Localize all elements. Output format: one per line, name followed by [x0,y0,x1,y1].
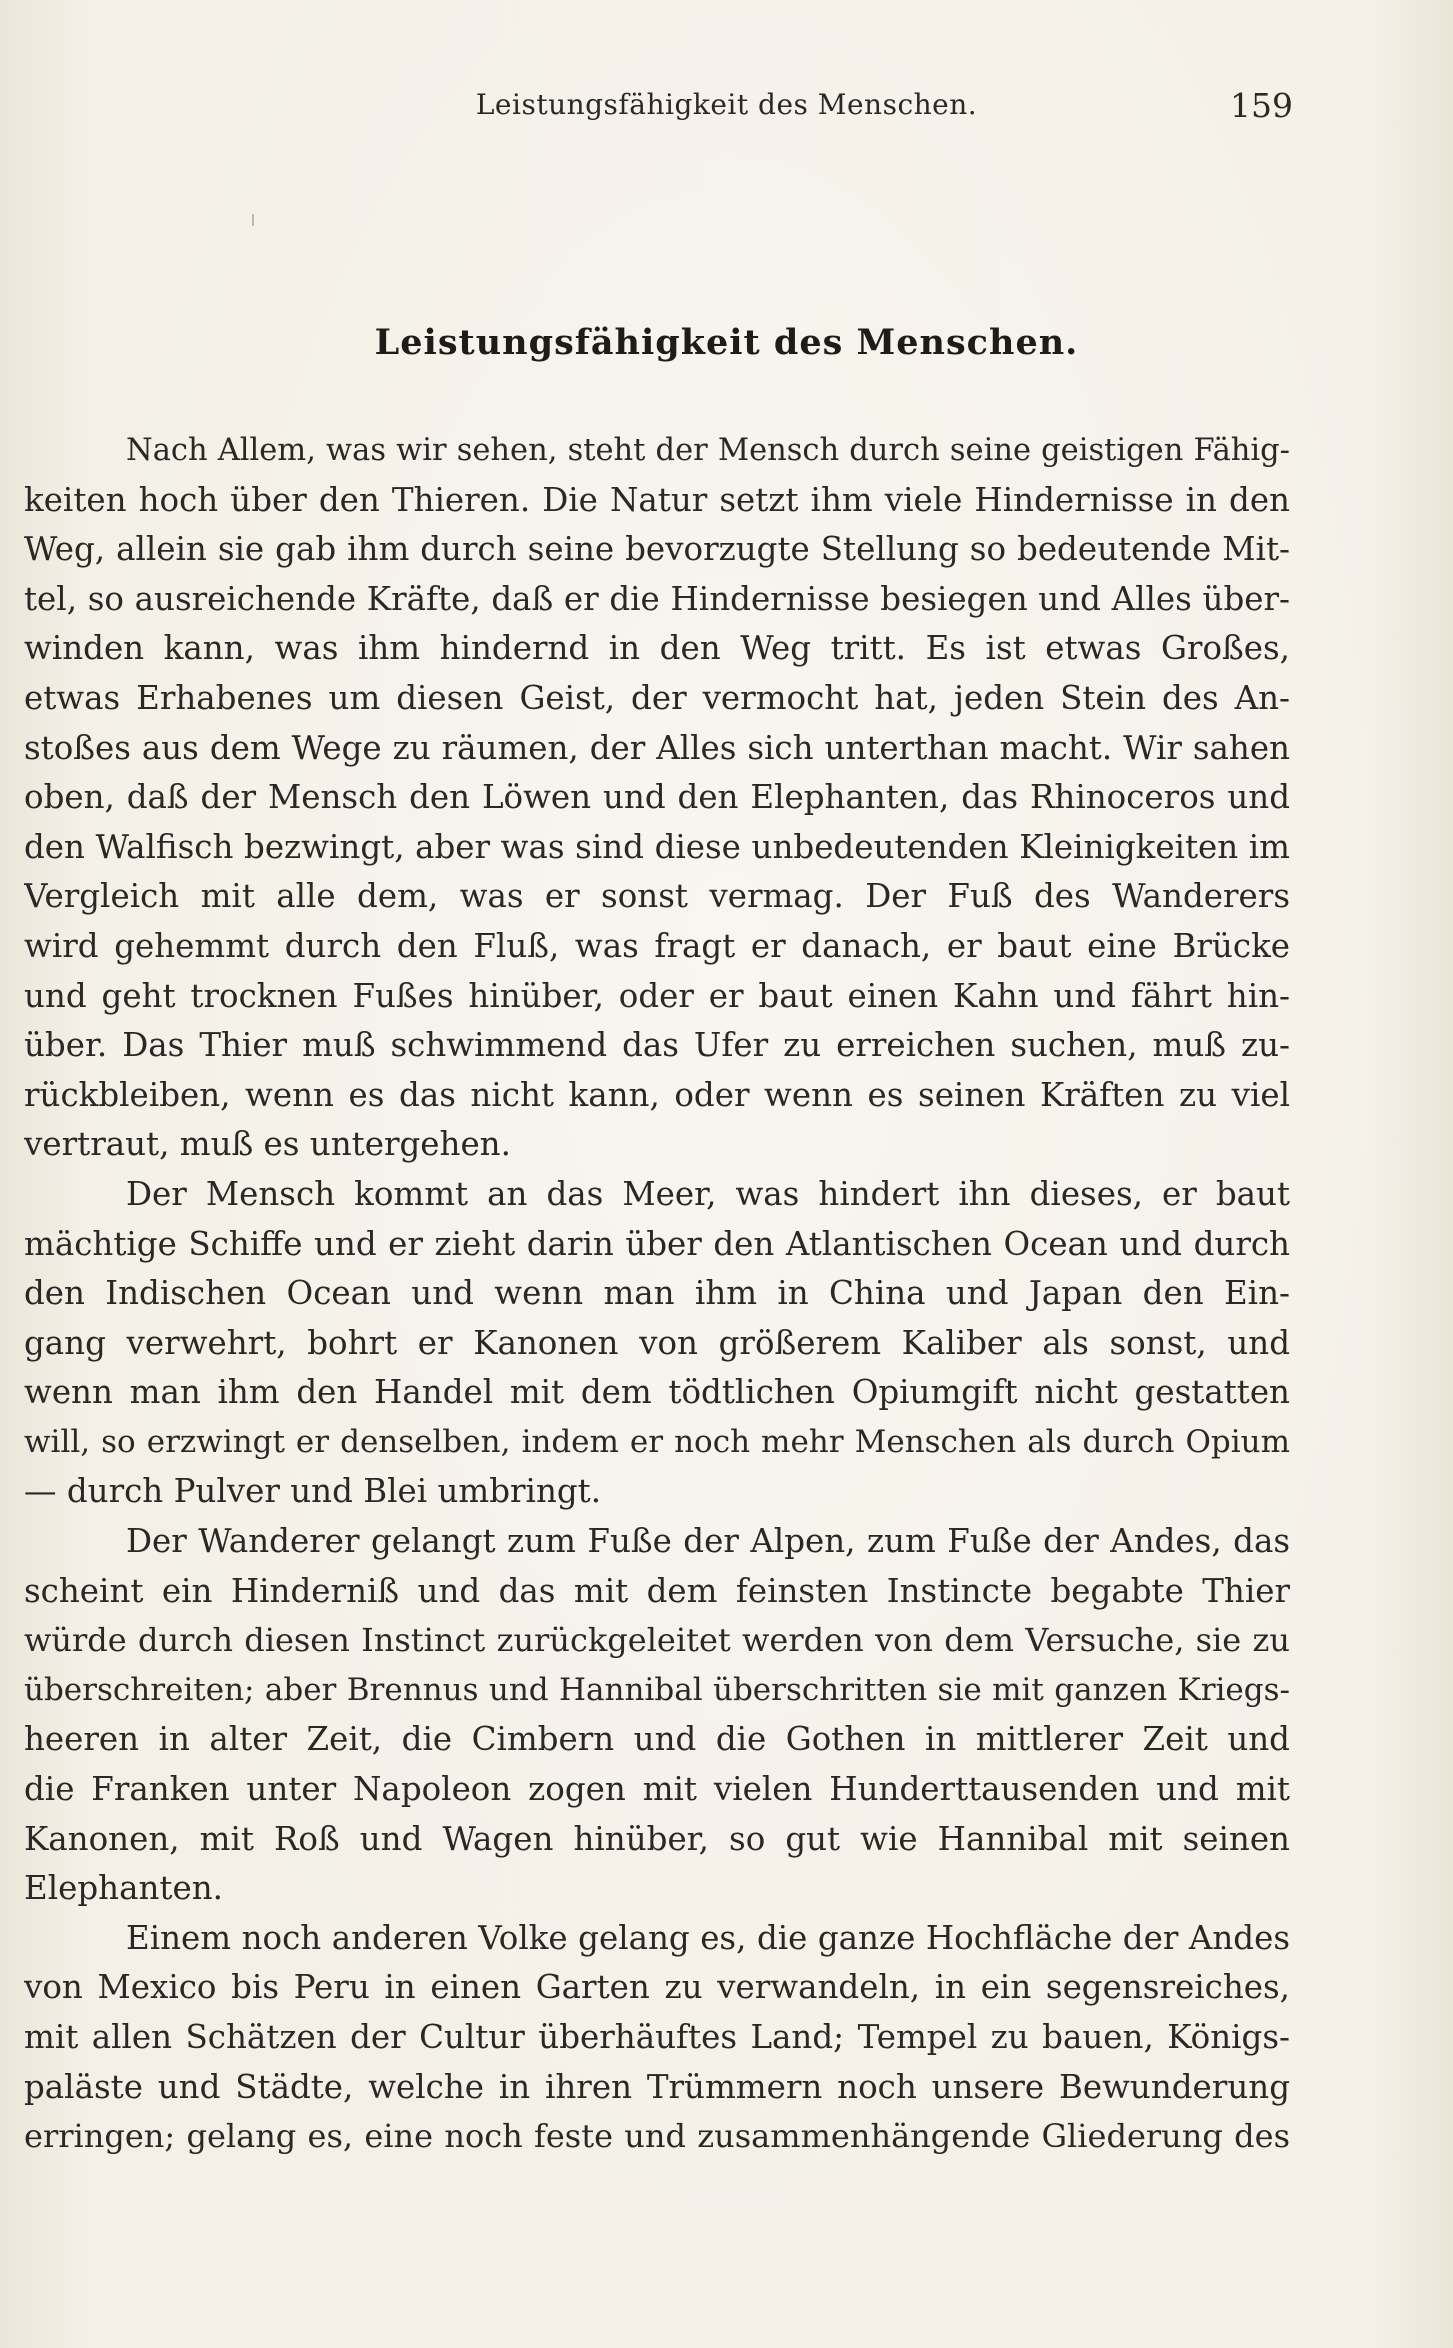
text-line: mit allen Schätzen der Cultur überhäuftes Land; Tempel zu bauen, Königs- [24,2018,1290,2056]
text-line: Vergleich mit alle dem, was er sonst vermag. Der Fuß des Wanderers [24,877,1290,916]
text-line: scheint ein Hinderniß und das mit dem feinsten Instincte begabte Thier [24,1571,1290,1610]
text-line: vertraut, muß es untergehen. [24,1125,511,1164]
text-line: tel, so ausreichende Kräfte, daß er die Hindernisse besiegen und Alles über- [24,579,1290,618]
section-heading: Leistungsfähigkeit des Menschen. [374,322,1079,363]
page-number: 159 [1230,86,1293,125]
text-line: Weg, allein sie gab ihm durch seine bevorzugte Stellung so bedeutende Mit- [24,530,1290,569]
text-line: heeren in alter Zeit, die Cimbern und die Gothen in mittlerer Zeit und [24,1720,1290,1759]
print-mark [252,214,254,226]
text-line: winden kann, was ihm hindernd in den Weg tritt. Es ist etwas Großes, [24,629,1290,668]
text-line: würde durch diesen Instinct zurückgeleitet werden von dem Versuche, sie zu [24,1621,1290,1660]
text-line: keiten hoch über den Thieren. Die Natur setzt ihm viele Hindernisse in den [24,480,1290,519]
text-line: Elephanten. [24,1869,223,1908]
text-line: Nach Allem, was wir sehen, steht der Mensch durch seine geistigen Fähig- [126,433,1290,468]
text-line: überschreiten; aber Brennus und Hannibal überschritten sie mit ganzen Kriegs- [24,1671,1290,1708]
text-line: Der Mensch kommt an das Meer, was hindert ihn dieses, er baut [126,1174,1290,1213]
text-line: wenn man ihm den Handel mit dem tödtlichen Opiumgift nicht gestatten [24,1373,1290,1412]
text-line: den Walfisch bezwingt, aber was sind diese unbedeutenden Kleinigkeiten im [24,827,1290,866]
text-line: will, so erzwingt er denselben, indem er noch mehr Menschen als durch Opium [24,1423,1290,1460]
text-line: von Mexico bis Peru in einen Garten zu verwandeln, in ein segensreiches, [24,1968,1290,2007]
body-text [24,426,1290,2162]
text-line: oben, daß der Mensch den Löwen und den Elephanten, das Rhinoceros und [24,778,1290,817]
text-line: erringen; gelang es, eine noch feste und zusammenhängende Gliederung des [24,2117,1290,2156]
text-line: Der Wanderer gelangt zum Fuße der Alpen, zum Fuße der Andes, das [126,1522,1290,1561]
text-line: rückbleiben, wenn es das nicht kann, oder wenn es seinen Kräften zu viel [24,1075,1290,1114]
running-head [0,88,1453,128]
text-line: etwas Erhabenes um diesen Geist, der vermocht hat, jeden Stein des An- [24,678,1290,717]
text-line: stoßes aus dem Wege zu räumen, der Alles sich unterthan macht. Wir sahen [24,728,1290,767]
text-line: gang verwehrt, bohrt er Kanonen von größerem Kaliber als sonst, und [24,1323,1290,1362]
text-line: mächtige Schiffe und er zieht darin über den Atlantischen Ocean und durch [24,1224,1290,1263]
text-line: wird gehemmt durch den Fluß, was fragt er danach, er baut eine Brücke [24,926,1290,965]
text-line: und geht trocknen Fußes hinüber, oder er baut einen Kahn und fährt hin- [24,976,1290,1015]
running-title: Leistungsfähigkeit des Menschen. [475,88,978,121]
text-line: über. Das Thier muß schwimmend das Ufer zu erreichen suchen, muß zu- [24,1026,1290,1065]
text-line: paläste und Städte, welche in ihren Trümmern noch unsere Bewunderung [24,2067,1290,2106]
text-line: — durch Pulver und Blei umbringt. [24,1472,602,1511]
text-line: Einem noch anderen Volke gelang es, die ganze Hochfläche der Andes [126,1918,1290,1957]
text-line: den Indischen Ocean und wenn man ihm in China und Japan den Ein- [24,1274,1290,1313]
text-line: die Franken unter Napoleon zogen mit vielen Hunderttausenden und mit [24,1770,1290,1809]
text-line: Kanonen, mit Roß und Wagen hinüber, so gut wie Hannibal mit seinen [24,1819,1290,1858]
